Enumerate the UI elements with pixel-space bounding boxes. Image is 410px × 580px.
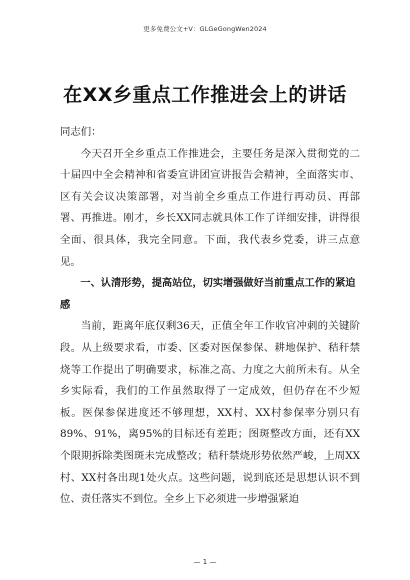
page-number: — 1 — bbox=[193, 558, 217, 566]
section-paragraph: 当前，距离年底仅剩36天，正值全年工作收官冲刺的关键阶段。从上级要求看，市委、区委对医保参保、耕地保护、秸秆禁烧等工作提出了明确要求，标准之高、力度之大前所未有。从全乡实际看，我们的工作虽然取得了一定成效，但仍存在不少短板。医保参保进度还不够理想，XX村、XX村参保率分别只有89%、91%，离95%的目标还有差距；图斑整改方面，还有XX个限期拆除类图斑未完成整改；秸秆禁烧形势依然严峻，上周XX村、XX村各出现1处火点。这些问题，说到底还是思想认识不到位、责任落实不到位。全乡上下必须进一步增强紧迫 bbox=[60, 320, 360, 506]
document-title: 在XX乡重点工作推进会上的讲话 bbox=[63, 84, 347, 106]
salutation: 同志们： bbox=[60, 126, 102, 138]
header-note: 更多免费公文+V：GLGeGongWen2024 bbox=[143, 25, 267, 33]
section-heading: 一、认清形势，提高站位，切实增强做好当前重点工作的紧迫感 bbox=[60, 278, 356, 311]
opening-paragraph: 今天召开全乡重点工作推进会，主要任务是深入贯彻党的二十届四中全会精神和省委宣讲团宣讲报告会精神，全面落实市、区有关会议决策部署，对当前全乡重点工作进行再动员、再部署、再推进。刚才，乡长XX同志就具体工作了详细安排，讲得很全面、很具体，我完全同意。下面，我代表乡党委，讲三点意见。 bbox=[60, 147, 360, 268]
document-body bbox=[60, 122, 360, 511]
